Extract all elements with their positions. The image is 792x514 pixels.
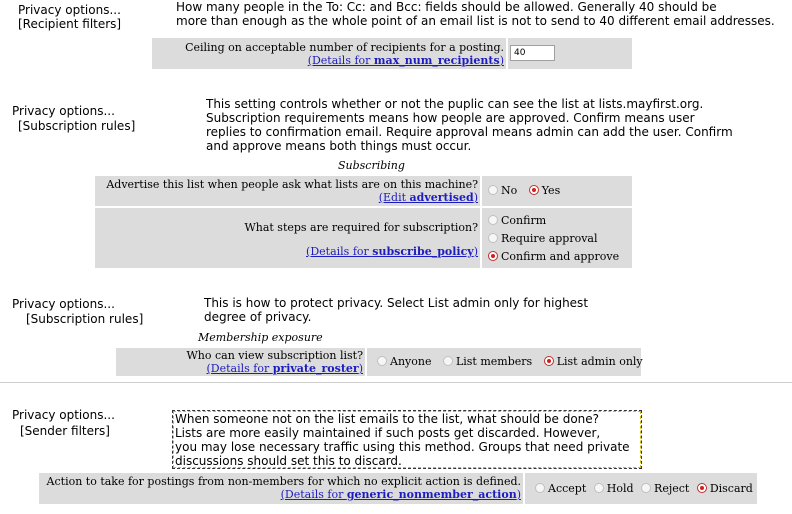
nonmember-action-details-link[interactable]: (Details for generic_nonmember_action) [280,488,521,501]
advertise-question: Advertise this list when people ask what lists are on this machine? [106,178,478,191]
private-roster-question-cell [116,348,365,376]
section3-description-line1: This is how to protect privacy. Select List admin only for highest [204,296,589,310]
section2-label-line2: [Subscription rules] [18,119,136,133]
section4-description-line3: you may lose necessary traffic using this method. Groups that need private [175,440,630,454]
nonmember-radio-reject[interactable] [641,483,651,493]
section3-label-line1: Privacy options... [12,297,115,311]
subscribe-option-require-approval[interactable]: Require approval [488,230,598,248]
subscribing-subheading: Subscribing [338,159,405,172]
section4-description-line2: Lists are more easily maintained if such posts get discarded. However, [175,426,601,440]
section2-label-line1: Privacy options... [12,104,115,118]
roster-radio-anyone[interactable] [377,356,387,366]
section2-description-line1: This setting controls whether or not the puplic can see the list at lists.mayfirst.org. [206,97,704,111]
subscribe-policy-options-cell [482,208,632,268]
section2-description-line4: and approve means both things must occur. [206,139,472,153]
nonmember-option-discard[interactable]: Discard [697,480,753,498]
roster-option-anyone[interactable]: Anyone [377,353,431,371]
advertise-radio-yes[interactable] [529,185,539,195]
subscribe-policy-details-link[interactable]: (Details for subscribe_policy) [306,245,478,258]
sender-filters-description-box [172,410,642,469]
subscribe-radio-confirm-and-approve[interactable] [488,251,498,261]
private-roster-question: Who can view subscription list? [186,349,363,362]
membership-exposure-subheading: Membership exposure [198,331,323,344]
roster-radio-list-members[interactable] [443,356,453,366]
section3-description-line2: degree of privacy. [204,310,312,324]
private-roster-options-cell [367,348,641,376]
section1-label-line2: [Recipient filters] [18,17,122,31]
subscribe-radio-require-approval[interactable] [488,233,498,243]
nonmember-radio-discard[interactable] [697,483,707,493]
advertise-question-cell [95,176,480,206]
nonmember-option-accept[interactable]: Accept [535,480,586,498]
section4-description-line1: When someone not on the list emails to the list, what should be done? [175,412,600,426]
section1-description-line2: more than enough as the whole point of an email list is not to send to 40 different email addresses. [176,14,775,28]
max-recipients-question: Ceiling on acceptable number of recipients for a posting. [185,41,504,54]
section-divider [0,382,792,383]
nonmember-action-question: Action to take for postings from non-members for which no explicit action is defined. [46,475,521,488]
roster-radio-list-admin-only[interactable] [544,356,554,366]
subscribe-option-confirm[interactable]: Confirm [488,212,546,230]
subscribe-option-confirm-and-approve[interactable]: Confirm and approve [488,248,619,266]
subscribe-policy-question-cell [95,208,480,268]
nonmember-option-hold[interactable]: Hold [594,480,634,498]
section4-label-line1: Privacy options... [12,408,115,422]
nonmember-radio-accept[interactable] [535,483,545,493]
roster-option-list-admin-only[interactable]: List admin only [544,353,643,371]
advertise-option-yes[interactable]: Yes [529,182,560,200]
advertise-option-no[interactable]: No [488,182,517,200]
max-recipients-input[interactable] [510,45,555,61]
section4-label-line2: [Sender filters] [20,424,110,438]
section3-label-line2: [Subscription rules] [26,312,144,326]
section4-description-line4: discussions should set this to discard. [175,454,402,468]
nonmember-radio-hold[interactable] [594,483,604,493]
advertise-radio-no[interactable] [488,185,498,195]
private-roster-details-link[interactable]: (Details for private_roster) [206,362,363,375]
section1-description-line1: How many people in the To: Cc: and Bcc: fields should be allowed. Generally 40 should be [176,0,717,14]
nonmember-action-options-cell [525,473,757,504]
nonmember-option-reject[interactable]: Reject [641,480,689,498]
subscribe-radio-confirm[interactable] [488,215,498,225]
nonmember-action-question-cell [39,473,523,504]
max-recipients-question-cell [152,38,506,69]
section1-label-line1: Privacy options... [18,3,121,17]
roster-option-list-members[interactable]: List members [443,353,532,371]
max-recipients-details-link[interactable]: (Details for max_num_recipients) [307,54,504,67]
advertise-options-cell [482,176,632,206]
section2-description-line2: Subscription requirements means how people are approved. Confirm means user [206,111,695,125]
advertise-edit-link[interactable]: (Edit advertised) [378,191,478,204]
subscribe-policy-question: What steps are required for subscription? [244,221,478,234]
section2-description-line3: replies to confirmation email. Require approval means admin can add the user. Confirm [206,125,733,139]
